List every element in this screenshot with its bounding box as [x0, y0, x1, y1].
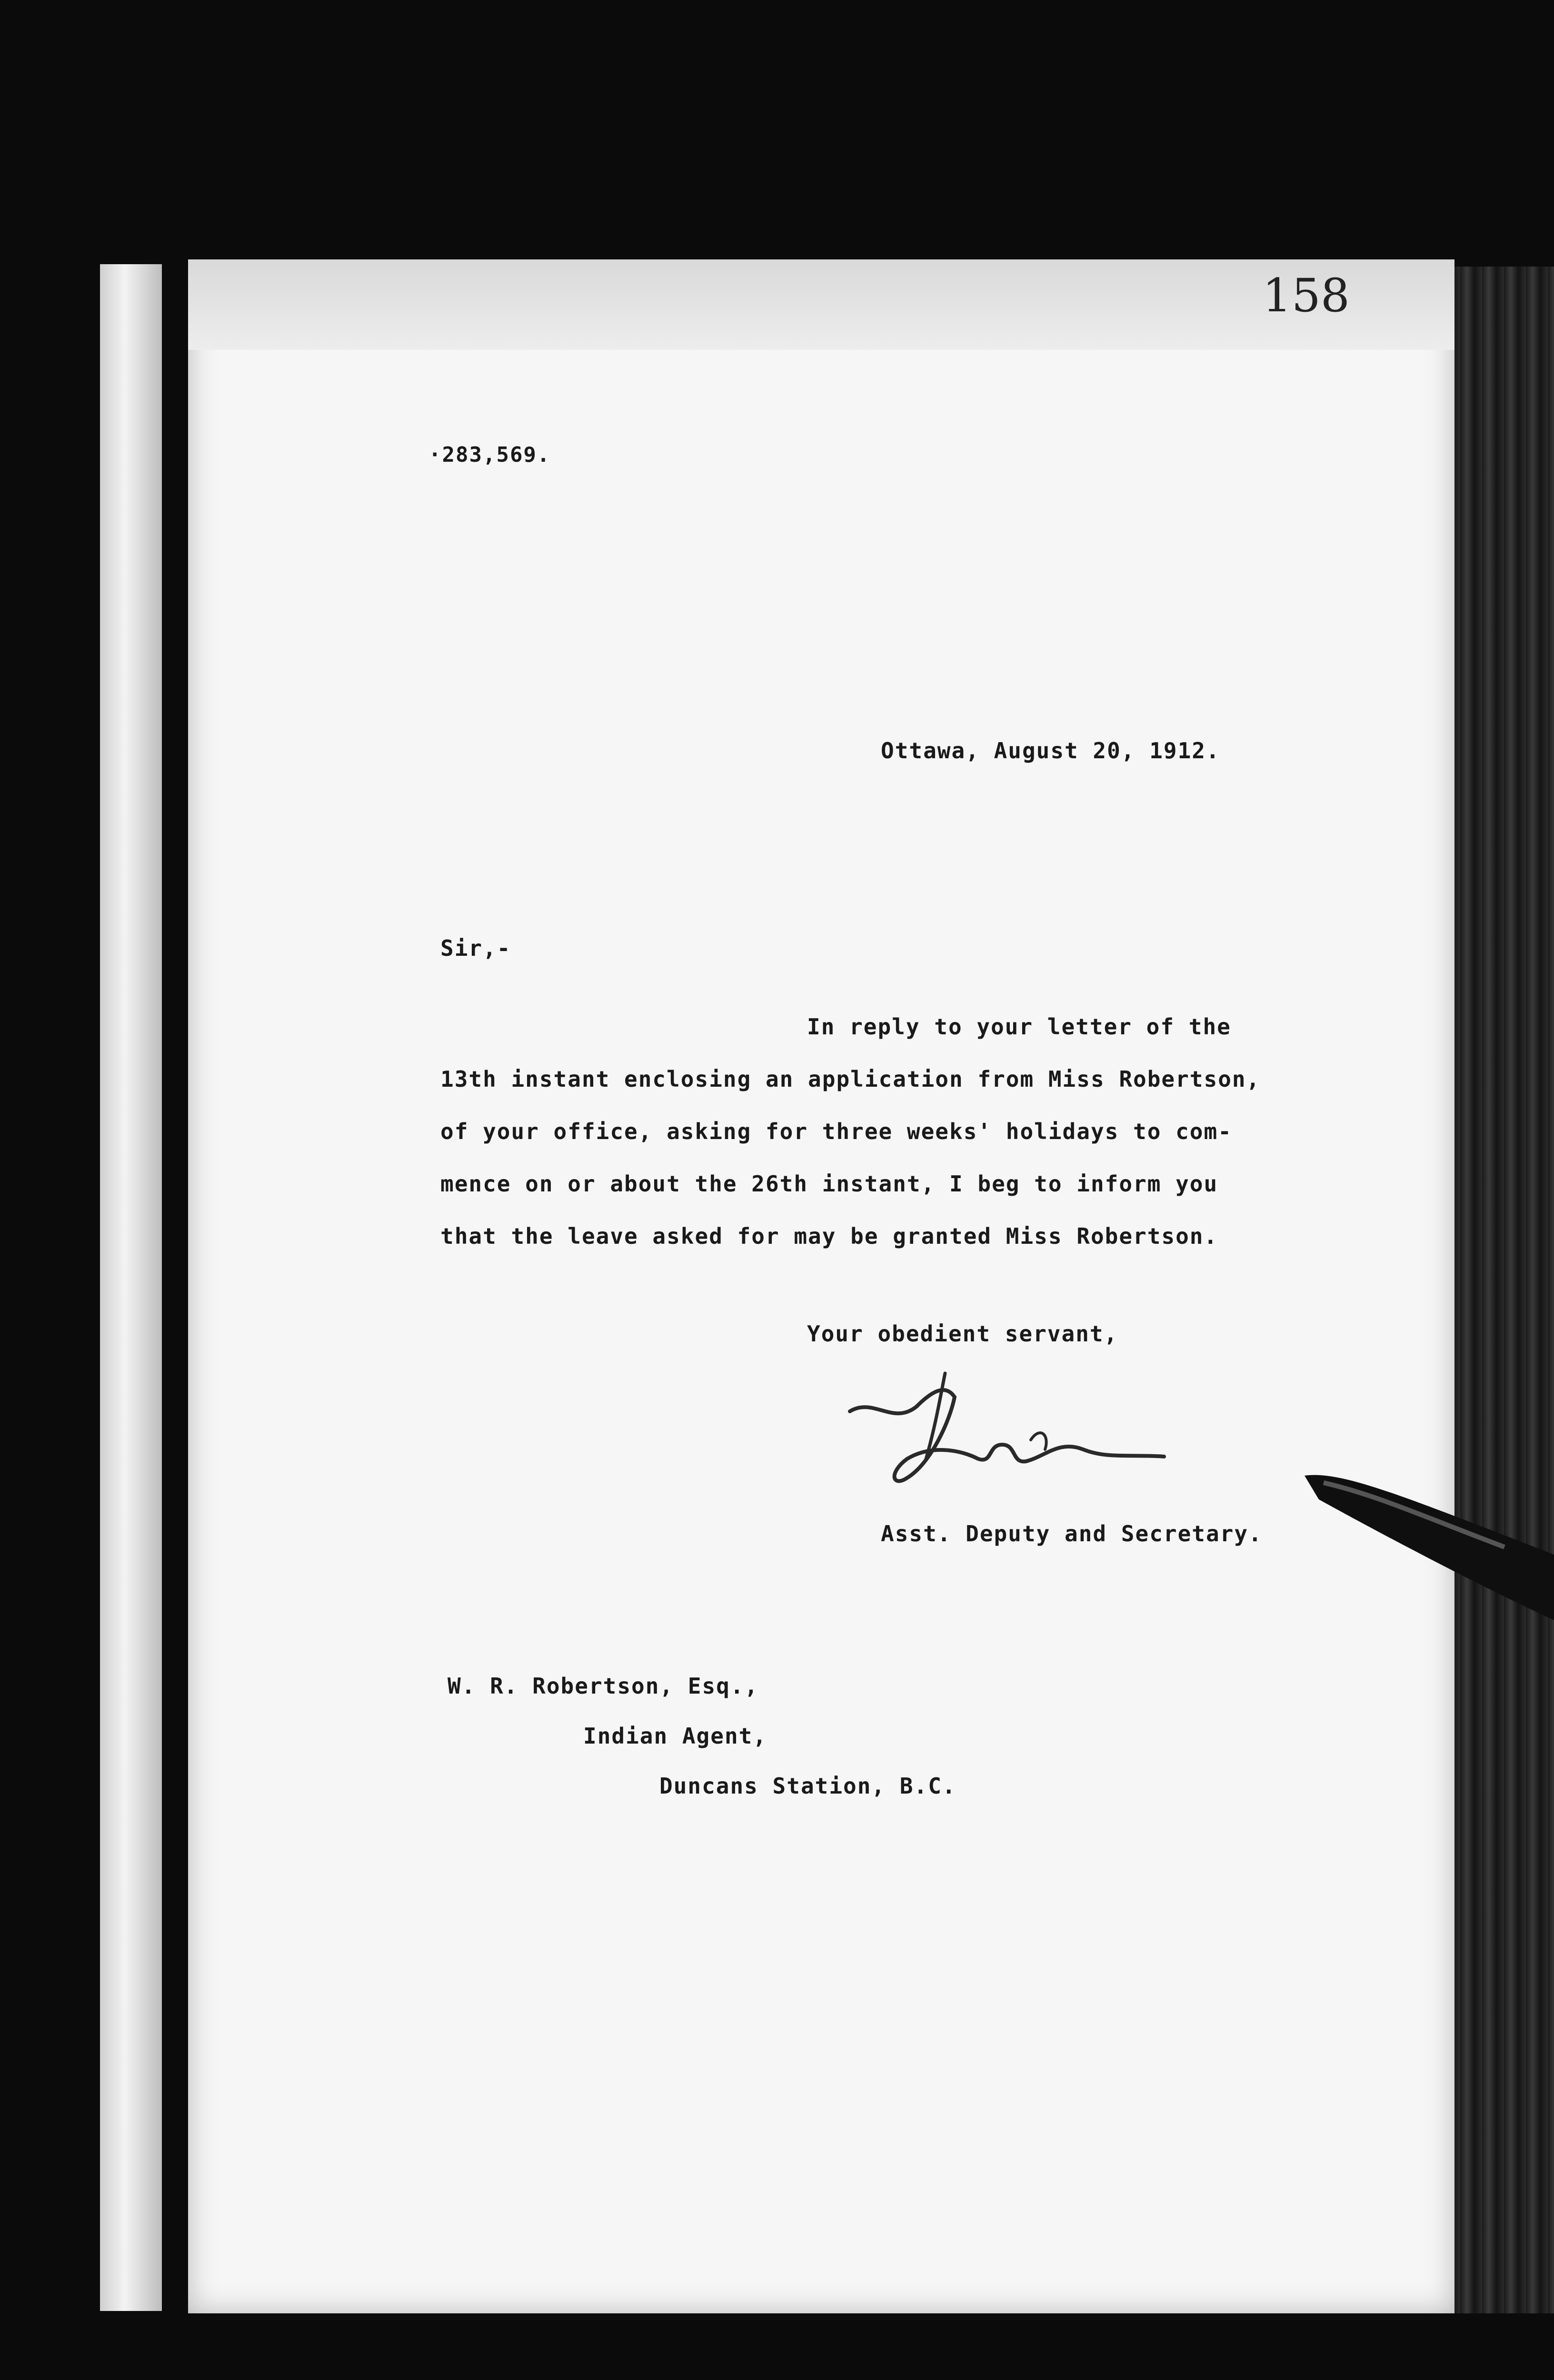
pen-pointer [1305, 1466, 1554, 1628]
book-spine [100, 264, 162, 2311]
closing: Your obedient servant, [807, 1321, 1118, 1347]
salutation: Sir,- [440, 935, 511, 961]
recipient-location: Duncans Station, B.C. [659, 1773, 956, 1799]
signature [836, 1368, 1178, 1511]
file-number: ·283,569. [428, 443, 551, 467]
body-line: In reply to your letter of the [807, 1014, 1231, 1040]
dateline: Ottawa, August 20, 1912. [881, 738, 1220, 764]
body-line: of your office, asking for three weeks' holidays to com- [440, 1119, 1232, 1144]
page-number: 158 [1262, 269, 1350, 322]
body-line: 13th instant enclosing an application from Miss Robertson, [440, 1066, 1261, 1092]
body-line: mence on or about the 26th instant, I beg to inform you [440, 1171, 1218, 1197]
signature-title: Asst. Deputy and Secretary. [881, 1521, 1263, 1547]
letter-page [188, 259, 1454, 2313]
body-line: that the leave asked for may be granted Miss Robertson. [440, 1223, 1218, 1249]
recipient-position: Indian Agent, [583, 1723, 767, 1749]
recipient-name: W. R. Robertson, Esq., [448, 1673, 759, 1699]
